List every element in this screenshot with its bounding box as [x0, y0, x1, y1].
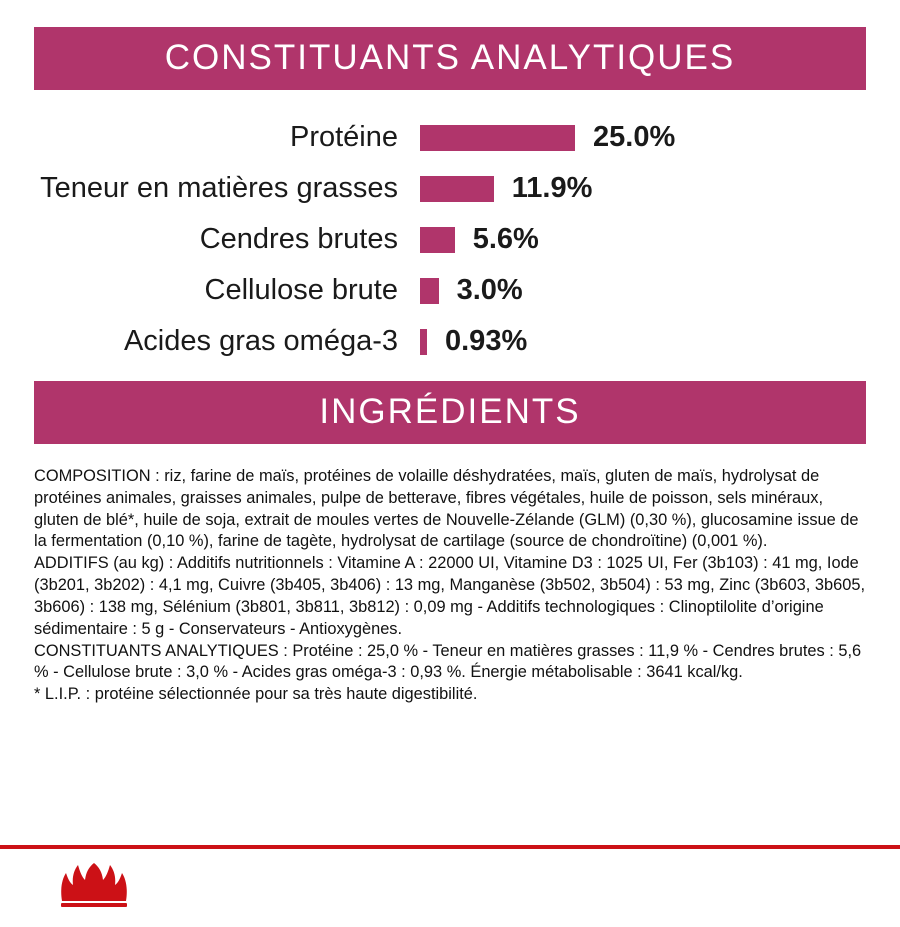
chart-bar — [420, 227, 455, 253]
ingredients-additives: ADDITIFS (au kg) : Additifs nutritionnels : Vitamine A : 22000 UI, Vitamine D3 : 1025 UI, Fer (3b103) : 41 mg, Iode (3b201, 3b202) : 4,1 mg, Cuivre (3b405, 3b406) : 13 mg, Manganèse (3b502, 3b504) : 53 mg, Zinc (3b603, 3b605, 3b606) : 138 mg, Sélénium (3b801, 3b811, 3b812) : 0,09 mg - Additifs technologiques : Clinoptilolite d’origine sédimentaire : 5 g - Conservateurs - Antioxygènes. — [34, 554, 865, 638]
ingredients-analytical-constituents: CONSTITUANTS ANALYTIQUES : Protéine : 25,0 % - Teneur en matières grasses : 11,9 % - Cendres brutes : 5,6 % - Cellulose brute : 3,0 % - Acides gras oméga-3 : 0,93 %. Énergie métabolisable : 3641 kcal/kg. — [34, 641, 862, 682]
analytical-constituents-bar-chart — [0, 90, 900, 381]
chart-category-label: Cellulose brute — [204, 274, 398, 306]
chart-value-label: 3.0% — [456, 274, 523, 306]
chart-bar-group — [420, 325, 527, 358]
chart-category-label: Protéine — [289, 121, 398, 153]
chart-value-label: 5.6% — [472, 223, 539, 255]
ingredients-composition: COMPOSITION : riz, farine de maïs, protéines de volaille déshydratées, maïs, gluten de maïs, hydrolysat de protéines animales, graisses animales, pulpe de betterave, fibres végétales, huile de poisson, sels minéraux, gluten de blé*, huile de soja, extrait de moules vertes de Nouvelle-Zélande (GLM) (0,30 %), glucosamine issue de la fermentation (0,10 %), farine de tagète, hydrolysat de cartilage (source de chondroïtine) (0,001 %). — [34, 467, 859, 551]
chart-row — [0, 316, 900, 367]
product-info-panel — [0, 27, 900, 927]
chart-row — [0, 265, 900, 316]
chart-value-label: 25.0% — [593, 121, 676, 153]
chart-bar — [420, 125, 575, 151]
chart-value-label: 11.9% — [511, 172, 593, 204]
chart-row — [0, 214, 900, 265]
chart-bar-group — [420, 223, 539, 256]
chart-category-label: Acides gras oméga-3 — [123, 325, 398, 357]
chart-row — [0, 163, 900, 214]
chart-bar-group — [420, 172, 592, 205]
royal-canin-crown-logo-icon — [56, 863, 132, 907]
chart-bar — [420, 176, 494, 202]
chart-category-label: Teneur en matières grasses — [40, 172, 398, 204]
chart-row — [0, 112, 900, 163]
chart-bar-group — [420, 121, 675, 154]
chart-bar — [420, 329, 427, 355]
section-header-analytical-constituents: CONSTITUANTS ANALYTIQUES — [34, 27, 866, 90]
ingredients-footnote: * L.I.P. : protéine sélectionnée pour sa très haute digestibilité. — [34, 685, 478, 704]
ingredients-text-block — [34, 466, 866, 706]
section-header-ingredients: INGRÉDIENTS — [34, 381, 866, 444]
footer-bar — [0, 845, 900, 927]
chart-value-label: 0.93% — [445, 325, 528, 357]
chart-bar-group — [420, 274, 523, 307]
chart-bar — [420, 278, 439, 304]
chart-category-label: Cendres brutes — [199, 223, 398, 255]
